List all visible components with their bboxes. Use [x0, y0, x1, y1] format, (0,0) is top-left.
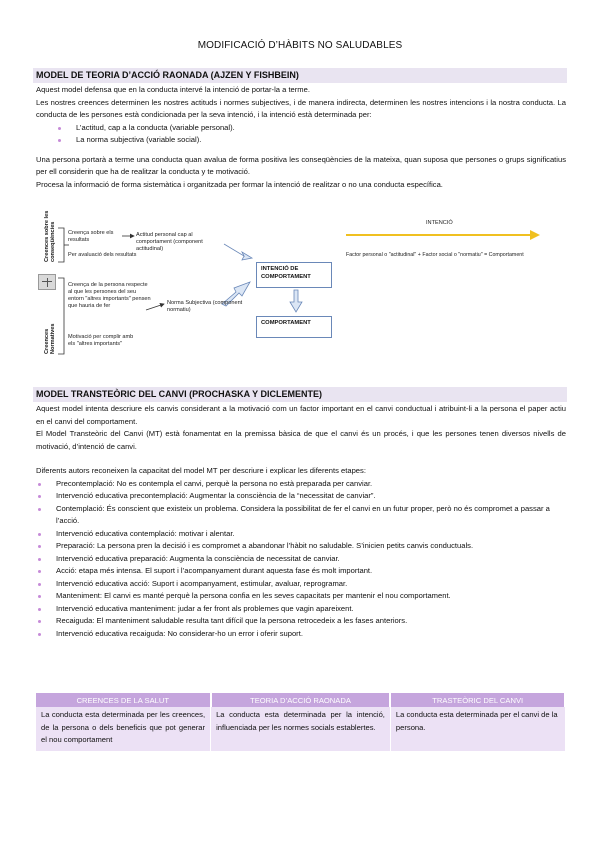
stage-item: Precontemplació: No es contempla el canvi, perquè la persona no està preparada per canviar. — [36, 478, 566, 491]
section-heading-mt: MODEL TRANSTEÒRIC DEL CANVI (PROCHASKA Y DICLEMENTE) — [33, 387, 567, 402]
table-cell: La conducta esta determinada per el canvi de la persona. — [390, 707, 565, 751]
list-item: L’actitud, cap a la conducta (variable personal). — [36, 122, 566, 135]
belief-results: Creença sobre els resultats — [68, 230, 114, 243]
bracket-line — [58, 278, 64, 354]
label-beliefs-top: Creences sobre les — [44, 210, 50, 262]
page-title: MODIFICACIÓ D’HÀBITS NO SALUDABLES — [197, 40, 403, 51]
block-arrow-down — [224, 244, 252, 260]
paragraph: Les nostres creences determinen les nostres actituds i normes subjectives, i de manera indirecta, determinen les nostres intencions i la nostra conducta. La conducta de les persones està condicionada per la seva intenció, i la intenció està determinada per: — [36, 97, 566, 119]
intention-box: INTENCIÓ DE COMPORTAMENT — [256, 262, 332, 288]
block-arrow-vertical — [290, 290, 302, 312]
table-row — [36, 707, 565, 751]
formula: Factor personal o "actitudinal" + Factor social o "normatiu" = Comportament — [346, 252, 524, 258]
paragraph: Diferents autors reconeixen la capacitat del model MT per descriure i explicar les diferents etapes: — [36, 466, 366, 475]
arrow-label: INTENCIÓ — [426, 220, 453, 226]
tar-diagram — [36, 210, 566, 362]
stage-item: Intervenció educativa contemplació: motivar i alentar. — [36, 528, 566, 541]
paragraph: Procesa la informació de forma sistemàtica i organitzada per formar la intenció de realitzar o no una conducta específica. — [36, 179, 443, 189]
section2-body — [36, 403, 566, 640]
label-norms-top: Creences — [44, 328, 50, 354]
table-header-row — [36, 693, 565, 707]
determinants-list — [36, 122, 566, 147]
stage-item: Intervenció educativa acció: Suport i acompanyament, estimular, avaluar, reprogramar. — [36, 578, 566, 591]
stage-item: Manteniment: El canvi es manté perquè la persona confia en les seves capacitats per mantenir el nou comportament. — [36, 590, 566, 603]
table-header-cell: TEORIA D’ACCIÓ RAONADA — [211, 693, 391, 707]
attitude: Actitud personal cap al comportament (component actitudinal) — [136, 232, 203, 252]
stage-item: Intervenció educativa precontemplació: Augmentar la consciència de la “necessitat de canviar”. — [36, 490, 566, 503]
comparison-table — [36, 693, 566, 751]
subjective-norm: Norma Subjectiva (component normatiu) — [167, 300, 243, 313]
stage-item: Intervenció educativa preparació: Augmenta la consciència de necessitat de canviar. — [36, 553, 566, 566]
paragraph: Una persona portarà a terme una conducta quan avalua de forma positiva les conseqüències de la mateixa, quan suposa que persones o grups significatius per ell considerin que ha de realitzar la conducta y te motivació. — [36, 154, 566, 176]
behaviour-box: COMPORTAMENT — [256, 316, 332, 338]
stage-item: Intervenció educativa manteniment: judar a fer front als problemes que vagin apareixent. — [36, 603, 566, 616]
table-header-cell: TRASTEÒRIC DEL CANVI — [390, 693, 565, 707]
table-header-cell: CREENCES DE LA SALUT — [36, 693, 211, 707]
paragraph: Aquest model intenta descriure els canvis considerant a la motivació com un factor important en el canvi conductual i atribuint-li a la persona el paper actiu en el canvi del comportament. — [36, 404, 566, 426]
label-beliefs-bottom: conseqüències — [50, 221, 56, 262]
stage-item: Recaiguda: El manteniment saludable resulta tant difícil que la persona retrocedeix a les fases anteriors. — [36, 615, 566, 628]
stage-item: Contemplació: És conscient que existeix un problema. Considera la possibilitat de fer el canvi en un futur proper, però no és compromet a passar a l’acció. — [36, 503, 566, 528]
stage-item: Intervenció educativa recaiguda: No considerar-ho un error i oferir suport. — [36, 628, 566, 641]
table-cell: La conducta esta determinada per la intenció, influenciada per les normes socials establertes. — [211, 707, 391, 751]
eval-results: Per avaluació dels resultats — [68, 252, 137, 258]
section1-body — [36, 84, 566, 191]
motivation: Motivació per complir amb els "altres importants" — [68, 334, 134, 347]
stage-item: Acció: etapa més intensa. El suport i l’acompanyament durant aquesta fase és molt important. — [36, 565, 566, 578]
paragraph: Aquest model defensa que en la conducta intervé la intenció de portar-la a terme. — [36, 85, 310, 94]
stages-list — [36, 478, 566, 641]
normative-belief: Creença de la persona respecte al que les persones del seu entorn "altres importants" pensen que hauria de fer — [68, 282, 151, 309]
stage-item: Preparació: La persona pren la decisió i es compromet a abandonar l’hàbit no saludable. S’inicien petits canvis conductuals. — [36, 540, 566, 553]
intention-arrow-head — [530, 230, 540, 240]
bracket-line — [58, 228, 64, 262]
paragraph: El Model Transteòric del Canvi (MT) està fonamentat en la premissa bàsica de que el canvi és un procés, i que les persones tenen diversos nivells de motivació, d’intenció de canvi. — [36, 429, 566, 451]
table-cell: La conducta esta determinada per les creences, de la persona o dels beneficis que pot generar el nou comportament — [36, 707, 211, 751]
label-norms-bottom: Normatives — [50, 323, 56, 354]
section-heading-tar: MODEL DE TEORIA D’ACCIÓ RAONADA (AJZEN Y FISHBEIN) — [33, 68, 567, 83]
list-item: La norma subjectiva (variable social). — [36, 134, 566, 147]
scale-icon — [38, 274, 56, 290]
